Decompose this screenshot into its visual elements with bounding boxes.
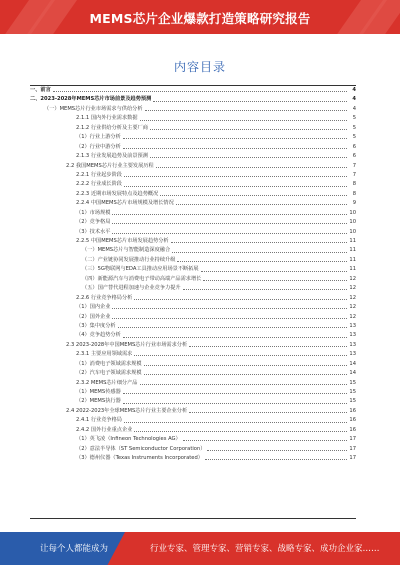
toc-entry[interactable] [30,388,356,397]
toc-leader-dots [189,412,347,413]
toc-leader-dots [172,252,347,253]
toc-entry[interactable] [30,379,356,388]
toc-leader-dots [144,365,347,366]
toc-entry-title: 2.3 2023-2028年中国MEMS芯片行业市场需求分析 [66,341,188,348]
toc-entry-title: （1）消费电子领域需求规模 [76,360,142,367]
toc-leader-dots [124,176,347,177]
toc-leader-dots [118,327,347,328]
toc-entry-title: （1）市场规模 [76,209,111,216]
toc-entry-title: （四）新能源汽车与消费电子带动高端产品需求增长 [82,275,202,282]
toc-page-number: 13 [349,341,356,348]
toc-entry-title: 2.2.4 中国MEMS芯片市场规模及增长情况 [76,200,174,207]
toc-entry-title: 2.2.1 行业起步阶段 [76,171,122,178]
toc-entry-title: 2.4.2 国外行业重点企业 [76,426,133,433]
toc-entry-title: （1）英飞凌（Infineon Technologies AG） [76,436,181,443]
toc-entry[interactable] [30,350,356,359]
toc-leader-dots [124,186,347,187]
toc-leader-dots [183,440,347,441]
toc-entry-title: （2）汽车电子领域需求规模 [76,370,142,377]
toc-entry[interactable] [30,95,356,104]
toc-page-number: 4 [352,105,356,112]
toc-entry[interactable] [30,199,356,208]
toc-entry[interactable] [30,237,356,246]
toc-entry[interactable] [30,162,356,171]
toc-leader-dots [207,450,347,451]
toc-leader-dots [176,204,347,205]
toc-page-number: 13 [349,322,356,329]
toc-entry[interactable] [30,86,356,95]
toc-page-number: 15 [349,398,356,405]
toc-leader-dots [123,148,347,149]
toc-leader-dots [189,346,347,347]
toc-leader-dots [123,403,347,404]
footer-slogan-right: 行业专家、管理专家、营销专家、战略专家、成功企业家…… [150,544,380,554]
toc-entry[interactable] [30,445,356,454]
toc-entry-title: （一）MEMS芯片与智能制造深度融合 [82,247,171,254]
toc-page-number: 6 [352,153,356,160]
toc-entry[interactable] [30,152,356,161]
toc-entry-title: 2.2.6 行业竞争格局分析 [76,294,133,301]
toc-leader-dots [140,120,347,121]
toc-page-number: 14 [349,360,356,367]
footer-bar [0,532,400,565]
toc-entry[interactable] [30,360,356,369]
toc-entry[interactable] [30,228,356,237]
toc-entry-title: 2.1.2 行业供给分析及主要厂商 [76,124,148,131]
toc-entry[interactable] [30,275,356,284]
toc-page-number: 16 [349,417,356,424]
toc-page-number: 15 [349,379,356,386]
toc-entry[interactable] [30,435,356,444]
toc-page-number: 16 [349,426,356,433]
toc-page-number: 7 [352,171,356,178]
toc-entry-title: 二、2023-2028年MEMS芯片市场前景及趋势预测 [30,96,152,103]
toc-entry[interactable] [30,407,356,416]
toc-entry-title: （1）国内企业 [76,304,111,311]
toc-leader-dots [171,242,347,243]
toc-entry-title: 一、前言 [30,87,51,93]
toc-page-number: 4 [352,96,356,103]
toc-leader-dots [205,459,347,460]
toc-page-number: 10 [349,209,356,216]
toc-entry[interactable] [30,114,356,123]
toc-page-number: 10 [349,219,356,226]
toc-entry-title: （3）技术水平 [76,228,111,235]
toc-page-number: 17 [349,436,356,443]
toc-leader-dots [160,195,347,196]
toc-leader-dots [153,101,347,102]
toc-entry-title: 2.4.1 行业竞争格局 [76,417,122,424]
toc-entry[interactable] [30,256,356,265]
toc-leader-dots [145,110,347,111]
toc-entry[interactable] [30,265,356,274]
toc-page-number: 12 [349,294,356,301]
toc-page-number: 16 [349,407,356,414]
toc-leader-dots [150,129,347,130]
toc-entry[interactable] [30,454,356,463]
toc-entry[interactable] [30,190,356,199]
toc-entry-title: （1）行业上游分析 [76,134,121,141]
toc-page-number: 5 [352,134,356,141]
toc-page-number: 17 [349,445,356,452]
toc-leader-dots [183,289,347,290]
toc-entry[interactable] [30,331,356,340]
toc-leader-dots [177,261,347,262]
toc-entry[interactable] [30,284,356,293]
toc-bottom-rule [30,518,356,519]
toc-page-number: 17 [349,455,356,462]
toc-entry-title: （2）意法半导体（ST Semiconductor Corporation） [76,445,206,452]
toc-page-number: 14 [349,370,356,377]
toc-leader-dots [112,214,347,215]
toc-entry[interactable] [30,369,356,378]
toc-entry-title: （三）5G物联网与EDA工具推动应用场景不断拓展 [82,266,199,273]
table-of-contents [30,86,356,464]
toc-entry-title: （3）集中度分析 [76,322,116,329]
toc-leader-dots [123,337,347,338]
toc-entry-title: 2.4 2022-2023年全球MEMS芯片行业主要企业分析 [66,407,188,414]
toc-leader-dots [201,271,347,272]
toc-entry[interactable] [30,294,356,303]
toc-entry-title: 2.3.1 主要应用领域需求 [76,351,133,358]
toc-leader-dots [112,308,347,309]
toc-heading: 内容目录 [173,60,226,74]
toc-entry-title: 2.2.5 中国MEMS芯片市场发展趋势分析 [76,238,169,244]
toc-page-number: 12 [349,275,356,282]
toc-entry[interactable] [30,313,356,322]
toc-page-number: 11 [349,266,356,273]
toc-leader-dots [112,223,347,224]
document-title: MEMS芯片企业爆款打造策略研究报告 [89,11,311,26]
toc-page-number: 9 [352,200,356,207]
toc-entry-title: （五）国产替代进程加速与企业竞争力提升 [82,285,181,292]
toc-entry[interactable] [30,143,356,152]
toc-page-number: 12 [349,313,356,320]
toc-page-number: 10 [349,228,356,235]
toc-leader-dots [112,318,347,319]
toc-entry[interactable] [30,322,356,331]
toc-page-number: 12 [349,285,356,292]
toc-leader-dots [134,299,347,300]
toc-entry-title: 2.2 我国MEMS芯片行业主要发展历程 [66,162,154,169]
toc-entry-title: 2.1.1 国内外行业需求数据 [76,115,138,122]
toc-entry-title: （1）MEMS传感器 [76,389,121,395]
toc-entry[interactable] [30,133,356,142]
toc-entry-title: 2.3.2 MEMS芯片细分产品 [76,379,138,386]
toc-entry-title: （一）MEMS芯片行业市场需求与供给分析 [44,105,143,112]
toc-entry[interactable] [30,171,356,180]
toc-leader-dots [134,431,347,432]
toc-page-number: 6 [352,143,356,150]
toc-leader-dots [53,91,347,92]
toc-leader-dots [123,393,347,394]
toc-entry[interactable] [30,303,356,312]
toc-entry[interactable] [30,105,356,114]
toc-entry-title: （2）行业中游分析 [76,143,121,150]
toc-page-number: 15 [349,389,356,395]
toc-page-number: 12 [349,304,356,311]
toc-entry-title: （2）竞争格局 [76,219,111,226]
toc-leader-dots [156,167,347,168]
toc-leader-dots [144,374,347,375]
toc-leader-dots [203,280,347,281]
toc-entry[interactable] [30,341,356,350]
toc-page-number: 7 [352,162,356,169]
toc-page-number: 4 [352,87,356,93]
toc-leader-dots [123,138,347,139]
toc-page-number: 8 [352,190,356,197]
toc-page-number: 11 [349,247,356,254]
header-bar [0,0,400,34]
footer-slogan-left: 让每个人都能成为 [40,544,109,554]
toc-entry-title: 2.2.3 近期市场发展特点及趋势概况 [76,190,159,197]
toc-page-number: 13 [349,351,356,358]
toc-leader-dots [134,355,347,356]
toc-entry[interactable] [30,180,356,189]
toc-entry-title: （3）德州仪器（Texas Instruments Incorporated） [76,455,203,462]
toc-page-number: 8 [352,181,356,188]
toc-leader-dots [140,384,348,385]
toc-leader-dots [112,233,347,234]
toc-entry-title: （二）产业链协同发展推动行业持续升级 [82,256,176,263]
toc-entry[interactable] [30,416,356,425]
toc-page-number: 11 [349,256,356,263]
toc-page-number: 13 [349,332,356,339]
toc-leader-dots [124,422,347,423]
toc-entry-title: 2.2.2 行业成长阶段 [76,181,122,188]
toc-page-number: 5 [352,115,356,122]
toc-entry[interactable] [30,246,356,255]
toc-entry-title: （4）竞争趋势分析 [76,332,121,339]
toc-entry[interactable] [30,218,356,227]
toc-page-number: 11 [349,238,356,244]
toc-page-number: 5 [352,124,356,131]
toc-entry[interactable] [30,397,356,406]
toc-entry-title: （2）国外企业 [76,313,111,320]
toc-leader-dots [150,157,347,158]
toc-entry[interactable] [30,124,356,133]
toc-entry-title: 2.1.3 行业发展趋势及前景预测 [76,153,148,160]
toc-entry[interactable] [30,426,356,435]
toc-entry-title: （2）MEMS执行器 [76,398,121,405]
toc-entry[interactable] [30,209,356,218]
